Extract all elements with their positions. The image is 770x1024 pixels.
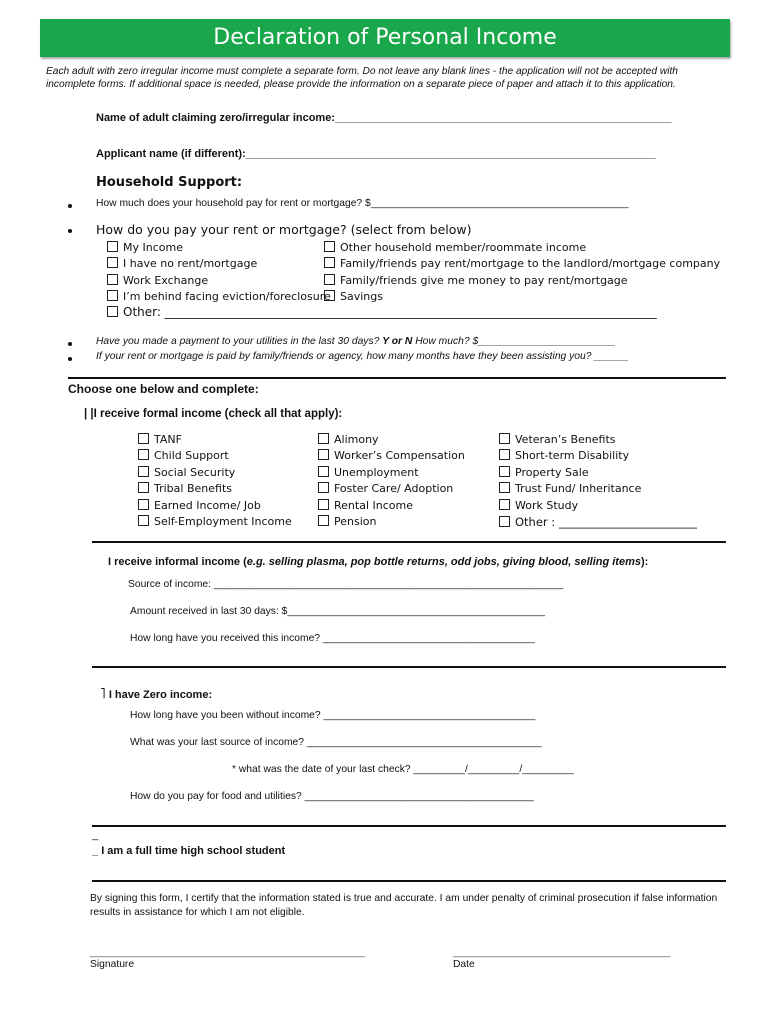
option-pension[interactable]: Pension [318,514,465,530]
date-label: Date [453,959,475,970]
checkbox-icon[interactable] [138,499,149,510]
divider [92,541,726,543]
checkbox-icon[interactable] [107,241,118,252]
formal-col-2 [318,432,465,530]
informal-income-label[interactable]: I receive informal income (e.g. selling plasma, pop bottle returns, odd jobs, giving blood, selling items): [108,556,649,568]
checkbox-icon[interactable] [324,290,335,301]
option-no-rent[interactable]: I have no rent/mortgage [107,256,331,272]
option-alimony[interactable]: Alimony [318,432,465,448]
checkbox-icon[interactable] [324,241,335,252]
student-marker: _ [92,829,99,841]
option-earned-income[interactable]: Earned Income/ Job [138,498,292,514]
zero-income-label[interactable]: ˥ I have Zero income: [100,685,213,702]
checkbox-icon[interactable] [318,515,329,526]
checkbox-icon[interactable] [138,466,149,477]
divider [92,666,726,668]
informal-duration-field[interactable]: How long have you received this income? _____________________________________ [130,633,535,644]
months-question[interactable]: If your rent or mortgage is paid by family/friends or agency, how many months have they been assisting you? ______ [96,351,629,362]
option-household-member[interactable]: Other household member/roommate income [324,240,720,256]
rent-options-left [107,240,331,306]
option-property-sale[interactable]: Property Sale [499,465,697,481]
checkbox-icon[interactable] [318,433,329,444]
signature-label: Signature [90,959,135,970]
checkbox-icon[interactable] [318,482,329,493]
student-label[interactable]: _ I am a full time high school student [92,845,286,857]
checkbox-icon[interactable] [107,306,118,317]
option-family-pay-landlord[interactable]: Family/friends pay rent/mortgage to the landlord/mortgage company [324,256,720,272]
checkbox-icon[interactable] [499,466,510,477]
checkbox-icon[interactable] [138,482,149,493]
title-banner [40,19,730,57]
option-savings[interactable]: Savings [324,289,720,305]
option-family-give-money[interactable]: Family/friends give me money to pay rent/mortgage [324,273,720,289]
divider [92,825,726,827]
option-unemployment[interactable]: Unemployment [318,465,465,481]
zero-duration-field[interactable]: How long have you been without income? _____________________________________ [130,710,536,721]
checkbox-icon[interactable] [318,499,329,510]
how-pay-question: How do you pay your rent or mortgage? (select from below) [96,222,472,237]
checkbox-icon[interactable] [499,516,510,527]
option-other-formal[interactable]: Other : ________________________ [499,514,697,530]
bullet-icon [68,229,72,233]
option-self-employment[interactable]: Self-Employment Income [138,514,292,530]
rent-amount-field[interactable]: How much does your household pay for rent or mortgage? $_____________________________________________ [96,198,629,209]
formal-col-1 [138,432,292,530]
checkbox-icon[interactable] [138,433,149,444]
divider [68,377,726,379]
option-short-term-disability[interactable]: Short-term Disability [499,448,697,464]
food-utilities-field[interactable]: How do you pay for food and utilities? ________________________________________ [130,791,534,802]
option-rental-income[interactable]: Rental Income [318,498,465,514]
formal-col-3 [499,432,697,530]
option-work-study[interactable]: Work Study [499,498,697,514]
choose-heading: Choose one below and complete: [68,382,259,396]
applicant-name-field[interactable]: Applicant name (if different):___________________________________________________________________ [96,148,656,160]
rent-options-right [324,240,720,306]
checkbox-icon[interactable] [107,290,118,301]
option-tanf[interactable]: TANF [138,432,292,448]
option-child-support[interactable]: Child Support [138,448,292,464]
checkbox-icon[interactable] [107,257,118,268]
bullet-icon [68,342,72,346]
informal-source-field[interactable]: Source of income: _____________________________________________________________ [128,579,564,590]
divider [92,880,726,882]
checkbox-icon[interactable] [138,515,149,526]
date-line[interactable]: ______________________________________ [453,947,671,958]
other-option[interactable]: Other: __________________________________________________________________________________ [107,305,657,319]
checkbox-icon[interactable] [318,466,329,477]
option-work-exchange[interactable]: Work Exchange [107,273,331,289]
checkbox-icon[interactable] [499,449,510,460]
informal-amount-field[interactable]: Amount received in last 30 days: $_____________________________________________ [130,606,546,617]
page-title: Declaration of Personal Income [213,25,557,50]
option-eviction[interactable]: I’m behind facing eviction/foreclosure [107,289,331,305]
option-my-income[interactable]: My Income [107,240,331,256]
option-veterans-benefits[interactable]: Veteran’s Benefits [499,432,697,448]
adult-name-field[interactable]: Name of adult claiming zero/irregular income:_______________________________________________________ [96,112,672,124]
certification-text: By signing this form, I certify that the information stated is true and accurate. I am under penalty of criminal prosecution if false information results in assistance for which I am not eligible. [90,893,718,918]
last-source-field[interactable]: What was your last source of income? _________________________________________ [130,737,542,748]
checkbox-icon[interactable] [324,257,335,268]
checkbox-icon[interactable] [107,274,118,285]
checkbox-icon[interactable] [138,449,149,460]
option-tribal-benefits[interactable]: Tribal Benefits [138,481,292,497]
checkbox-icon[interactable] [318,449,329,460]
intro-text: Each adult with zero irregular income must complete a separate form. Do not leave any blank lines - the application will not be accepted with incomplete forms. If additional space is needed, please provide the information on a separate piece of paper and attach it to this application. [46,66,678,90]
checkbox-icon[interactable] [499,499,510,510]
formal-income-label[interactable]: | |I receive formal income (check all that apply): [84,408,343,420]
option-foster-care[interactable]: Foster Care/ Adoption [318,481,465,497]
option-trust-fund[interactable]: Trust Fund/ Inheritance [499,481,697,497]
utilities-question[interactable]: Have you made a payment to your utilities in the last 30 days? Y or N How much? $________________________ [96,336,616,347]
checkbox-icon[interactable] [499,482,510,493]
checkbox-icon[interactable] [499,433,510,444]
bullet-icon [68,357,72,361]
household-heading: Household Support: [96,175,243,190]
checkbox-icon[interactable] [324,274,335,285]
option-workers-comp[interactable]: Worker’s Compensation [318,448,465,464]
signature-line[interactable]: ________________________________________________ [90,947,365,958]
bullet-icon [68,204,72,208]
last-check-date-field[interactable]: * what was the date of your last check? _________/_________/_________ [232,764,574,775]
option-social-security[interactable]: Social Security [138,465,292,481]
